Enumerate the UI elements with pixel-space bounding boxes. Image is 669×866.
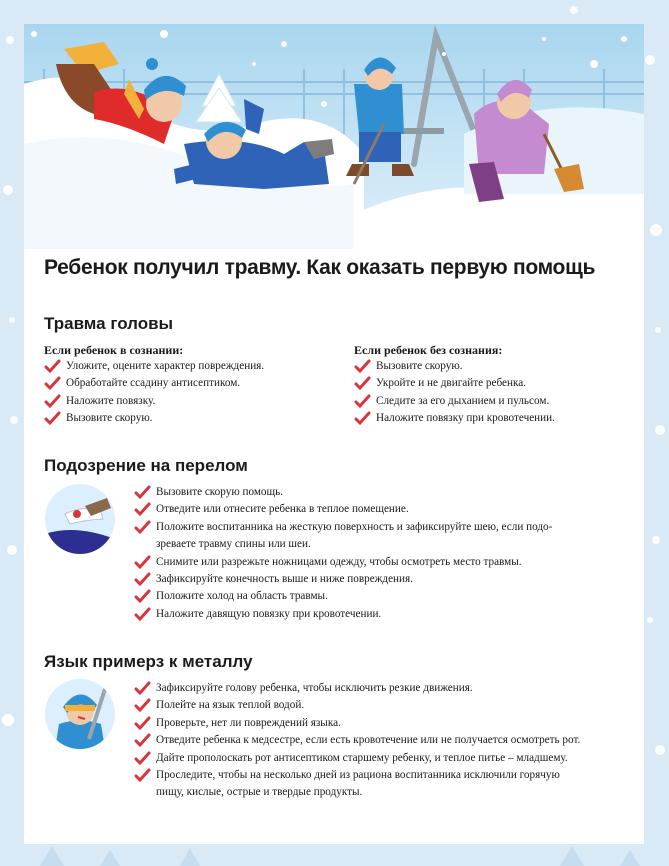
list-item: Следите за его дыханием и пульсом. (354, 393, 634, 410)
check-icon (44, 394, 61, 409)
check-icon (134, 485, 151, 500)
list-item: Снимите или разрежьте ножницами одежду, чтобы осмотреть место травмы. (134, 554, 634, 571)
list-item: Вызовите скорую. (354, 358, 634, 375)
list-item: Положите холод на область травмы. (134, 588, 634, 605)
head-injury-heading: Травма головы (44, 314, 174, 333)
check-icon (134, 768, 151, 783)
check-icon (134, 555, 151, 570)
list-item-continuation: пищу, кислые, острые и твердые продукты. (156, 786, 363, 799)
check-icon (134, 716, 151, 731)
fracture-heading: Подозрение на перелом (44, 456, 248, 475)
check-icon (354, 394, 371, 409)
list-item: Дайте прополоскать рот антисептиком старшему ребенку, и теплое питье – младшему. (134, 750, 634, 767)
list-item: Полейте на язык теплой водой. (134, 697, 634, 714)
check-icon (354, 411, 371, 426)
list-item: Укройте и не двигайте ребенка. (354, 375, 634, 392)
check-icon (134, 520, 151, 535)
list-item: Проследите, чтобы на несколько дней из рациона воспитанника исключили горячую (134, 767, 634, 784)
list-item-continuation: зреваете травму спины или шеи. (156, 538, 311, 551)
list-item: Наложите давящую повязку при кровотечении. (134, 606, 634, 623)
tongue-list (134, 680, 634, 802)
list-item: Вызовите скорую. (44, 410, 344, 427)
snowy-trees-decoration (0, 840, 669, 866)
list-item: Положите воспитанника на жесткую поверхность и зафиксируйте шею, если подо- (134, 519, 634, 536)
fracture-list (134, 484, 634, 623)
tongue-heading: Язык примерз к металлу (44, 652, 253, 671)
list-item: Наложите повязку. (44, 393, 344, 410)
check-icon (44, 376, 61, 391)
list-item: Зафиксируйте конечность выше и ниже повреждения. (134, 571, 634, 588)
list-item: Уложите, оцените характер повреждения. (44, 358, 344, 375)
unconscious-label: Если ребенок без сознания: (354, 343, 503, 357)
page-title: Ребенок получил травму. Как оказать первую помощь (44, 256, 596, 279)
conscious-label: Если ребенок в сознании: (44, 343, 184, 357)
injured-arm-illustration (45, 484, 115, 554)
check-icon (44, 411, 61, 426)
infographic-card (24, 24, 644, 844)
check-icon (354, 359, 371, 374)
check-icon (134, 572, 151, 587)
check-icon (134, 607, 151, 622)
list-item: Вызовите скорую помощь. (134, 484, 634, 501)
list-item: Отведите или отнесите ребенка в теплое помещение. (134, 501, 634, 518)
check-icon (44, 359, 61, 374)
conscious-list (44, 358, 344, 428)
check-icon (134, 502, 151, 517)
unconscious-list (354, 358, 634, 428)
list-item: Отведите ребенка к медсестре, если есть кровотечение или не получается осмотреть рот. (134, 732, 634, 749)
list-item: Наложите повязку при кровотечении. (354, 410, 634, 427)
check-icon (134, 681, 151, 696)
check-icon (134, 751, 151, 766)
check-icon (134, 698, 151, 713)
child-tongue-frozen-illustration (45, 679, 115, 749)
check-icon (354, 376, 371, 391)
winter-playground-illustration (24, 24, 644, 249)
check-icon (134, 733, 151, 748)
check-icon (134, 589, 151, 604)
list-item: Обработайте ссадину антисептиком. (44, 375, 344, 392)
list-item: Зафиксируйте голову ребенка, чтобы исключить резкие движения. (134, 680, 634, 697)
list-item: Проверьте, нет ли повреждений языка. (134, 715, 634, 732)
